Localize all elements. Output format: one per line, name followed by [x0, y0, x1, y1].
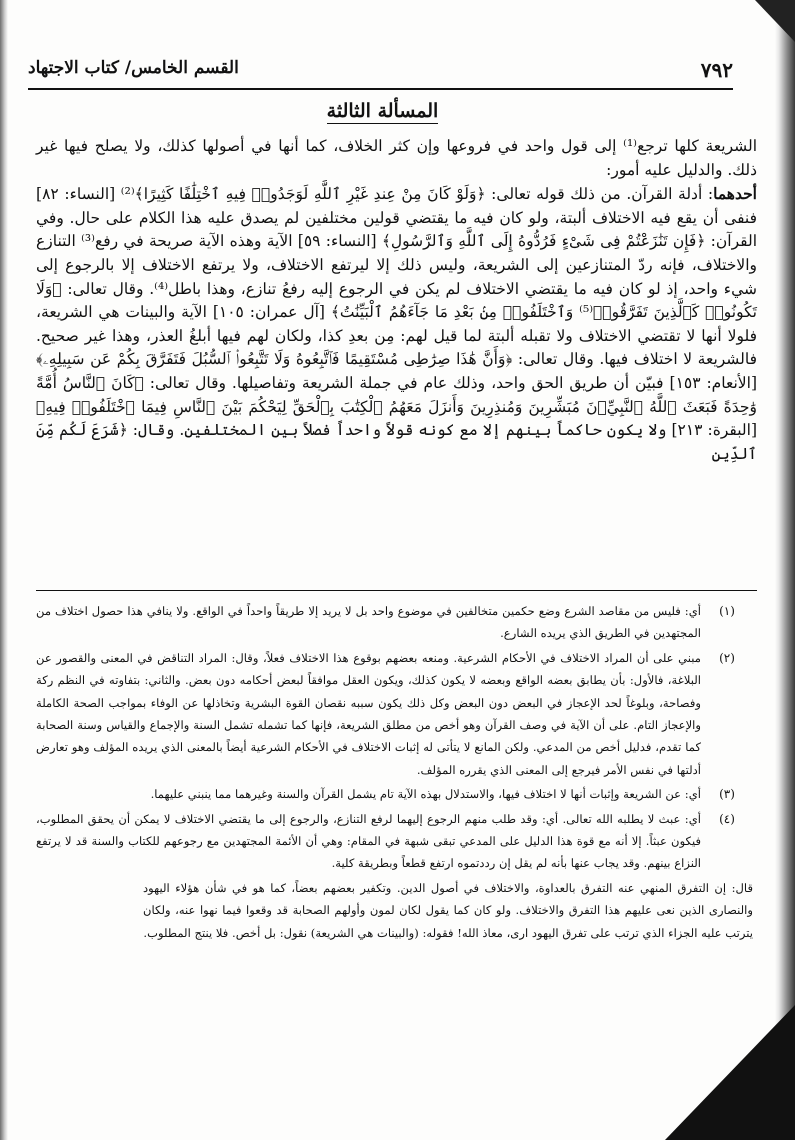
- footnote-continuation: قال: إن التفرق المنهي عنه التفرق بالعداوة، والاختلاف في أصول الدين. وتكفير بعضهم بعضاً، كما هو في شأن هؤلاء اليهود والنصارى الذين نعى عليهم هذا التفرق والاختلاف. ولو كان كما يقول لكان لمون وأولهم الصحابة قد وقعوا فيما نهوا عنه، ولكان يترتب عليه الجزاء الذي ترتب على تفرق اليهود ارى، معاذ الله! فقوله: (والبينات هي الشريعة) نقول: بل أخص. فلا ينتج المطلوب.: [143, 880, 753, 940]
- footnote-1: [36, 600, 753, 645]
- footnote-number: (١): [719, 604, 735, 618]
- paragraph-2: [36, 182, 757, 466]
- section-title: [0, 100, 765, 122]
- footnote-text: أي: عن الشريعة وإثبات أنها لا اختلاف فيها، والاستدلال بهذه الآية تام يشمل القرآن والسنة وغيرهما مما ينبني عليهما.: [150, 787, 701, 802]
- scan-corner-top: [755, 0, 795, 42]
- footnotes: [36, 600, 753, 944]
- footnote-3: [36, 783, 753, 805]
- scan-edge-left: [0, 0, 8, 1140]
- footnote-number: (٣): [719, 787, 735, 802]
- page-number: ٧٩٢: [700, 58, 733, 82]
- footnote-number: (٢): [719, 650, 735, 665]
- scan-corner-bottom: [665, 1005, 795, 1140]
- header-divider: [28, 88, 733, 90]
- section-title-text: المسألة الثالثة: [326, 100, 439, 122]
- paragraph-2-lead: أحدهما: [713, 184, 757, 204]
- footnote-text: أي: عبث لا يطلبه الله تعالى. أي: وقد طلب منهم الرجوع إليهما لرفع التنازع، والرجوع إلى ما يقتضي الاختلاف لا يمكن أن يحقق المطلوب، فيكون عبثاً. إلا أنه مع قوة هذا الدليل على المدعي تبقى شبهة في المقام: وهي أن الأئمة المجتهدين مع رجوعهم للكتاب والسنة قد لا يرتفع النزاع بينهم. وقد يجاب عنها بأنه لم يقل إن رددتموه ارتفع قطعاً وبطريقة كلية.: [36, 811, 701, 871]
- paragraph-1: الشريعة كلها ترجع⁽¹⁾ إلى قول واحد في فروعها وإن كثر الخلاف، كما أنها في أصولها كذلك، ولا يصلح فيها غير ذلك. والدليل عليه أمور:: [36, 137, 758, 179]
- footnote-text: أي: فليس من مقاصد الشرع وضع حكمين متخالفين في موضوع واحد بل لا يريد إلا طريقاً واحداً في الواقع. ولا ينافي هذا حصول اختلاف من المجتهدين في الطريق الذي يريده الشارع.: [36, 604, 701, 641]
- scan-edge-right: [775, 0, 795, 1140]
- footnote-divider: [36, 590, 757, 591]
- running-title: القسم الخامس/ كتاب الاجتهاد: [28, 58, 239, 78]
- footnote-4: [36, 808, 753, 875]
- footnote-text: مبني على أن المراد الاختلاف في الأحكام الشرعية. ومنعه بعضهم بوقوع هذا الاختلاف فعلاً، وقال: المراد التناقض في المعنى والقصور عن البلاغة، فالأول: بأن يطابق بعضه الواقع وبعضه لا يكون كذلك، ويكون العقل موافقاً لبعض أحكامه دون بعض. والثاني: بتفاوته في النظم ركة وفصاحة، وبلوغاً لحد الإعجاز في البعض دون البعض وكل ذلك يكون سببه نقصان القوة البشرية وتخاذلها عن الوفاء بمواجب الصحة الكاملة والإعجاز التام. على أن الآية في وصف القرآن وهو أخص من مطلق الشريعة، فإنها كما تشمله تشمل السنة والإجماع والقياس وسنة الصحابة كما تقدم، فدليل أخص من المدعي. ولكن المانع لا يتأتى له إثبات الاختلاف في الأحكام الشرعية أيضاً بالمعنى الذي يريده المؤلف وهو تعارض أدلتها في نفس الأمر فيرجع إلى المعنى الذي يقرره المؤلف.: [36, 650, 701, 777]
- paragraph-2-text: : أدلة القرآن. من ذلك قوله تعالى: ﴿وَلَوْ كَانَ مِنْ عِندِ غَيْرِ ٱللَّهِ لَوَجَدُوا۟ فِيهِ ٱخْتِلَٰفًا كَثِيرًا﴾⁽²⁾ [النساء: ٨٢] فنفى أن يقع فيه الاختلاف ألبتة، ولو كان فيه ما يقتضي قولين مختلفين لم يصدق عليه هذا الكلام على حال. وفي القرآن: ﴿فَإِن تَنَٰزَعْتُمْ فِى شَىْءٍ فَرُدُّوهُ إِلَى ٱللَّهِ وَٱلرَّسُولِ﴾ [النساء: ٥٩] الآية وهذه الآية صريحة في رفع⁽³⁾ التنازع والاختلاف، فإنه ردّ المتنازعين إلى الشريعة، وليس ذلك إلا ليرتفع الاختلاف، ولا يرتفع الاختلاف إلا بالرجوع إلى شيء واحد، إذ لو كان فيه ما يقتضي الاختلاف لم يكن في الرجوع إليه رفعُ تنازع، وهذا باطل⁽⁴⁾. وقال تعالى: ﴿وَلَا تَكُونُوا۟ كَٱلَّذِينَ تَفَرَّقُوا۟⁽⁵⁾ وَٱخْتَلَفُوا۟ مِنۢ بَعْدِ مَا جَآءَهُمُ ٱلْبَيِّنَٰتُ﴾ [آل عمران: ١٠٥] الآية والبينات هي الشريعة، فلولا أنها لا تقتضي الاختلاف ولا تقبله ألبتة لما قيل لهم: مِن بعدِ كذا، ولكان لهم فيها أبلغُ العذر، وهذا غير صحيح. فالشريعة لا اختلاف فيها. وقال تعالى: ﴿وَأَنَّ هَٰذَا صِرَٰطِى مُسْتَقِيمًا فَٱتَّبِعُوهُ وَلَا تَتَّبِعُوا۟ ٱلسُّبُلَ فَتَفَرَّقَ بِكُمْ عَن سَبِيلِهِۦ﴾ [الأنعام: ١٥٣] فبيّن أن طريق الحق واحد، وذلك عام في جملة الشريعة وتفاصيلها. وقال تعالى: ﴿كَانَ ٱلنَّاسُ أُمَّةً وَٰحِدَةً فَبَعَثَ ٱللَّهُ ٱلنَّبِيِّۦنَ مُبَشِّرِينَ وَمُنذِرِينَ وَأَنزَلَ مَعَهُمُ ٱلْكِتَٰبَ بِٱلْحَقِّ لِيَحْكُمَ بَيْنَ ٱلنَّاسِ فِيمَا ٱخْتَلَفُوا۟ فِيهِ﴾ [البقرة: ٢١٣] ولا يكون حاكماً بينهم إلا مع كونه قولاً واحداً فصلاً بين المختلفين. وقال: ﴿شَرَعَ لَكُم مِّنَ ٱلدِّينِ: [36, 185, 758, 463]
- footnote-2: [36, 647, 753, 781]
- main-text: [36, 135, 757, 466]
- page-header: [28, 58, 733, 86]
- footnote-number: (٤): [719, 811, 735, 826]
